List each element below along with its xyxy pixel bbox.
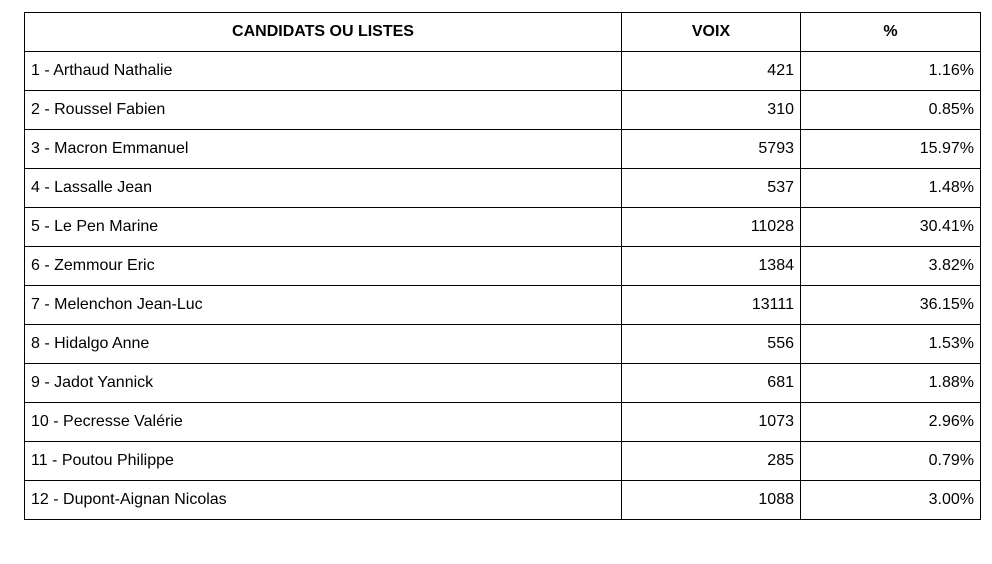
vote-percent: 1.16% (801, 52, 981, 91)
vote-count: 681 (622, 364, 801, 403)
header-percent: % (801, 13, 981, 52)
candidate-name: 9 - Jadot Yannick (25, 364, 622, 403)
table-row (25, 481, 981, 520)
table-row (25, 91, 981, 130)
vote-count: 421 (622, 52, 801, 91)
vote-count: 1088 (622, 481, 801, 520)
results-table (24, 12, 981, 520)
vote-percent: 0.79% (801, 442, 981, 481)
candidate-name: 7 - Melenchon Jean-Luc (25, 286, 622, 325)
candidate-name: 10 - Pecresse Valérie (25, 403, 622, 442)
vote-count: 285 (622, 442, 801, 481)
vote-count: 13111 (622, 286, 801, 325)
header-candidate: CANDIDATS OU LISTES (25, 13, 622, 52)
vote-count: 5793 (622, 130, 801, 169)
vote-percent: 0.85% (801, 91, 981, 130)
table-row (25, 130, 981, 169)
vote-percent: 36.15% (801, 286, 981, 325)
vote-percent: 1.48% (801, 169, 981, 208)
vote-percent: 30.41% (801, 208, 981, 247)
table-row (25, 169, 981, 208)
vote-count: 310 (622, 91, 801, 130)
results-body (25, 52, 981, 520)
vote-percent: 3.82% (801, 247, 981, 286)
vote-percent: 2.96% (801, 403, 981, 442)
vote-percent: 1.53% (801, 325, 981, 364)
header-row (25, 13, 981, 52)
vote-percent: 1.88% (801, 364, 981, 403)
candidate-name: 6 - Zemmour Eric (25, 247, 622, 286)
vote-percent: 15.97% (801, 130, 981, 169)
candidate-name: 8 - Hidalgo Anne (25, 325, 622, 364)
vote-count: 1073 (622, 403, 801, 442)
candidate-name: 12 - Dupont-Aignan Nicolas (25, 481, 622, 520)
vote-count: 1384 (622, 247, 801, 286)
header-votes: VOIX (622, 13, 801, 52)
vote-count: 537 (622, 169, 801, 208)
candidate-name: 11 - Poutou Philippe (25, 442, 622, 481)
candidate-name: 5 - Le Pen Marine (25, 208, 622, 247)
table-row (25, 442, 981, 481)
candidate-name: 2 - Roussel Fabien (25, 91, 622, 130)
table-row (25, 403, 981, 442)
table-row (25, 286, 981, 325)
candidate-name: 3 - Macron Emmanuel (25, 130, 622, 169)
vote-count: 11028 (622, 208, 801, 247)
vote-percent: 3.00% (801, 481, 981, 520)
table-row (25, 52, 981, 91)
table-row (25, 247, 981, 286)
table-row (25, 325, 981, 364)
vote-count: 556 (622, 325, 801, 364)
candidate-name: 1 - Arthaud Nathalie (25, 52, 622, 91)
table-row (25, 208, 981, 247)
candidate-name: 4 - Lassalle Jean (25, 169, 622, 208)
table-row (25, 364, 981, 403)
